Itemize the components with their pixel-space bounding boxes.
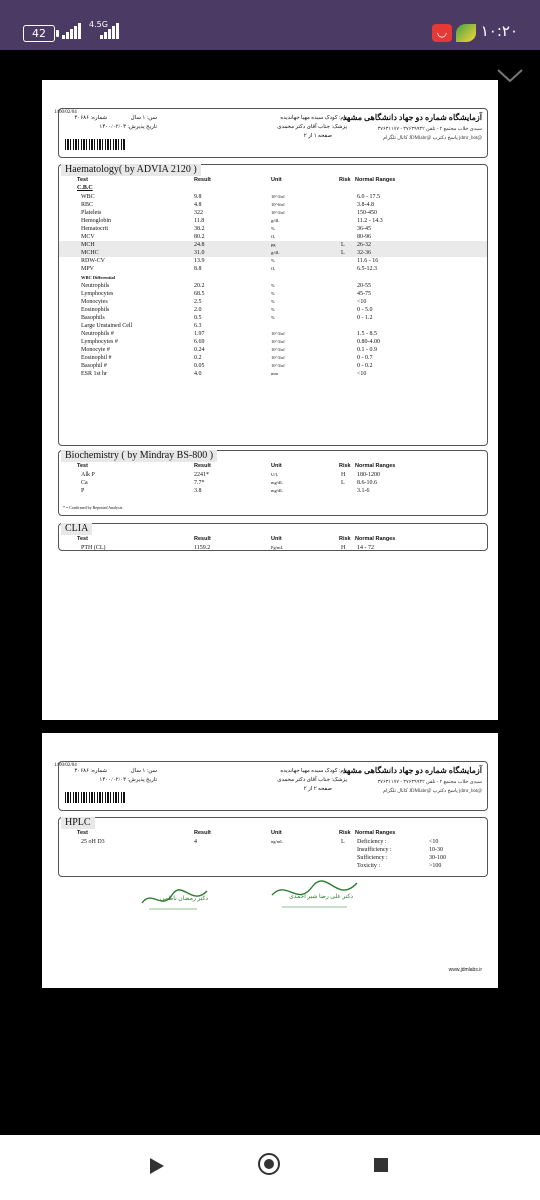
test-unit: U/L [271,472,279,477]
test-normal-range: 0 - 0.2 [357,363,373,369]
test-normal-range: 3.8-4.8 [357,202,374,208]
test-name: MCV [81,234,95,240]
test-name: 25 oH D3 [81,839,105,845]
col-normal: Normal Ranges [355,536,396,542]
test-result: 6.69 [194,339,205,345]
test-normal-range: 26-32 [357,242,371,248]
test-normal-range: 14 - 72 [357,545,374,551]
signal-icon [100,23,119,39]
network-type: 4.5G [89,20,108,29]
range-label: Toxicity : [357,863,381,869]
test-result: 4 [194,839,197,845]
chevron-down-icon[interactable] [496,66,524,86]
col-unit: Unit [271,536,282,542]
clia-section [58,523,488,551]
report-date: 1400/02/04 [54,110,77,115]
test-result: 24.8 [194,242,205,248]
test-normal-range: 11.2 - 14.3 [357,218,383,224]
section-title: Biochemistry ( by Mindray BS-800 ) [61,450,217,462]
barcode [65,139,125,150]
test-result: 13.9 [194,258,205,264]
biochemistry-section [58,450,488,516]
test-normal-range: 0 - 0.7 [357,355,373,361]
test-normal-range: <10 [357,299,367,305]
test-risk: L [341,242,345,248]
table-row [59,544,487,552]
record-number: شماره: ۳۰۶۸۶ [74,115,107,121]
col-result: Result [194,463,211,469]
page-number: صفحه ۲ از ۲ [303,786,332,792]
status-bar [0,0,540,50]
test-unit: % [271,307,275,312]
lab-name: آزمایشگاه شماره دو جهاد دانشگاهی مشهد [342,766,482,775]
test-name: Platelets [81,210,102,216]
test-unit: 10^3/ul [271,347,285,352]
test-result: 7.7* [194,480,205,486]
doctor-name: پزشک: جناب آقای دکتر محمدی [277,777,347,783]
col-risk: Risk [339,177,351,183]
test-unit: pg [271,242,276,247]
col-test: Test [77,177,88,183]
test-normal-range: 45-75 [357,291,371,297]
test-unit: g/dL [271,250,280,255]
age: سن: ۱ سال [130,768,157,774]
test-unit: fL [271,266,276,271]
lab-social: @jdmr_bot پاسخ دکترپ @JDMlabr کانال تلگرام [382,136,482,141]
test-unit: % [271,291,275,296]
test-name: RDW-CV [81,258,105,264]
test-name: RBC [81,202,94,208]
test-normal-range: 3.1-6 [357,488,370,494]
lab-address: سیدی خلاب مجتمع ۲ - تلفن ۳۷۶۳۹۹۳۲ - ۳۷۶۳۱۱۷۷ [377,780,482,785]
test-normal-range: 6.0 - 17.5 [357,194,380,200]
haematology-section [58,164,488,446]
admit-date: تاریخ پذیرش: ۱۴۰۰/۰۲/۰۳ [99,124,157,130]
test-name: Monocyte # [81,347,110,353]
test-normal-range: 0 - 1.2 [357,315,373,321]
test-risk: H [341,545,346,551]
test-name: ESR 1st hr [81,371,108,377]
test-risk: L [341,250,345,256]
table-row [59,471,487,479]
table-row [59,193,487,201]
test-result: 38.2 [194,226,205,232]
test-normal-range: 11.6 - 16 [357,258,379,264]
record-number: شماره: ۳۰۶۸۶ [74,768,107,774]
test-name: Lymphocytes [81,291,114,297]
test-name: PTH (CL) [81,545,106,551]
hplc-section [58,817,488,877]
test-normal-range: 180-1200 [357,472,380,478]
test-name: Lymphocytes # [81,339,118,345]
page-number: صفحه ۱ از ۲ [303,133,332,139]
test-result: 0.2 [194,355,202,361]
test-result: 80.2 [194,234,205,240]
test-result: 11.8 [194,218,205,224]
test-name: Neutrophils [81,283,110,289]
table-row [59,282,487,290]
home-icon[interactable] [258,1153,280,1175]
cbc-label: C.B.C [77,185,93,191]
test-result: 2.5 [194,299,202,305]
test-name: Ca [81,480,88,486]
section-title: CLIA [61,523,92,535]
table-row [59,338,487,346]
table-row [59,322,487,330]
test-result: 31.0 [194,250,205,256]
range-label: Insufficiency : [357,847,392,853]
test-result: 0.24 [194,347,205,353]
col-test: Test [77,463,88,469]
test-name: Eosinophils [81,307,110,313]
range-value: <10 [429,839,439,845]
table-row [59,217,487,225]
doctor-name: پزشک: جناب آقای دکتر محمدی [277,124,347,130]
test-name: MCHC [81,250,99,256]
test-name: Large Unstained Cell [81,323,133,329]
test-unit: 10^6/ul [271,202,285,207]
range-row [59,862,487,870]
range-label: Deficiency : [357,839,387,845]
battery-icon: 42 [23,25,55,42]
range-value: 10-30 [429,847,443,853]
range-row [59,846,487,854]
admit-date: تاریخ پذیرش: ۱۴۰۰/۰۲/۰۳ [99,777,157,783]
test-result: 6.3 [194,323,202,329]
test-name: Basophil # [81,363,107,369]
test-unit: 10^3/ul [271,210,285,215]
col-result: Result [194,536,211,542]
test-risk: L [341,839,345,845]
test-unit: % [271,226,275,231]
test-unit: 10^3/ul [271,363,285,368]
lab-address: سیدی خلاب مجتمع ۲ - تلفن ۳۷۶۳۹۹۳۲ - ۳۷۶۳۱۱۷۷ [377,127,482,132]
test-result: 4.8 [194,202,202,208]
navigation-bar [0,1135,540,1200]
signature-right-name: دکتر علی رضا شیر احمدی [289,894,353,900]
test-normal-range: 20-55 [357,283,371,289]
test-unit: mg/dL [271,480,283,485]
leaf-app-icon [456,24,476,42]
table-row [59,233,487,241]
col-result: Result [194,177,211,183]
wbc-diff-label: WBC Differential [81,275,116,280]
table-row [59,370,487,378]
range-label: Sufficiency : [357,855,388,861]
table-row [59,201,487,209]
test-result: 1.97 [194,331,205,337]
patient-name: نام: کودک سیده مهیا جهاندیده [280,115,347,121]
test-unit: % [271,315,275,320]
test-normal-range: 6.5-12.3 [357,266,377,272]
test-unit: fL [271,234,276,239]
report-header [58,108,488,158]
test-result: 2.0 [194,307,202,313]
test-name: Eosinophil # [81,355,112,361]
test-name: WBC [81,194,95,200]
test-normal-range: 8.6-10.6 [357,480,377,486]
table-row [59,249,487,257]
col-risk: Risk [339,463,351,469]
recent-apps-icon[interactable] [374,1158,388,1172]
test-name: Basophils [81,315,105,321]
table-row [59,314,487,322]
col-normal: Normal Ranges [355,177,396,183]
report-page-1 [42,80,498,720]
shopping-app-icon: ◡ [432,24,452,42]
col-test: Test [77,830,88,836]
table-row [59,265,487,273]
signal-icon [62,23,81,39]
table-row [59,290,487,298]
test-risk: H [341,472,346,478]
test-risk: L [341,480,345,486]
test-unit: % [271,283,275,288]
table-row [59,209,487,217]
table-row [59,346,487,354]
table-row [59,257,487,265]
test-normal-range: 32-36 [357,250,371,256]
table-row [59,298,487,306]
range-row [59,854,487,862]
range-row [59,838,487,846]
col-unit: Unit [271,830,282,836]
test-name: Hematocrit [81,226,108,232]
test-normal-range: 150-450 [357,210,377,216]
test-unit: % [271,299,275,304]
table-row [59,487,487,495]
report-page-2 [42,733,498,988]
col-unit: Unit [271,177,282,183]
test-normal-range: <10 [357,371,367,377]
age: سن: ۱ سال [130,115,157,121]
test-result: 0.5 [194,315,202,321]
col-result: Result [194,830,211,836]
test-result: 3.8 [194,488,202,494]
test-unit: 10^3/ul [271,339,285,344]
test-normal-range: 1.5 - 8.5 [357,331,377,337]
test-unit: mm [271,371,279,376]
section-title: Haematology( by ADVIA 2120 ) [61,164,201,176]
test-result: 1159.2 [194,545,211,551]
test-result: 322 [194,210,203,216]
test-result: 4.0 [194,371,202,377]
col-normal: Normal Ranges [355,830,396,836]
table-row [59,479,487,487]
test-normal-range: 0 - 5.0 [357,307,373,313]
lab-name: آزمایشگاه شماره دو جهاد دانشگاهی مشهد [342,113,482,122]
lab-social: @jdmr_bot پاسخ دکترپ @JDMlabr کانال تلگرام [382,789,482,794]
test-normal-range: 0.80-4.00 [357,339,380,345]
test-unit: 10^3/ul [271,194,285,199]
section-title: HPLC [61,817,95,829]
test-name: Alk P [81,472,95,478]
table-row [59,241,487,249]
test-result: 2241* [194,472,209,478]
test-normal-range: 80-96 [357,234,371,240]
table-row [59,225,487,233]
col-normal: Normal Ranges [355,463,396,469]
patient-name: نام: کودک سیده مهیا جهاندیده [280,768,347,774]
test-unit: mg/dL [271,488,283,493]
clock: ۱۰:۲۰ [480,22,518,40]
test-result: 20.2 [194,283,205,289]
col-unit: Unit [271,463,282,469]
test-result: 68.5 [194,291,205,297]
report-header [58,761,488,811]
website: www.jdmlabs.ir [448,967,482,973]
test-result: 0.05 [194,363,205,369]
test-name: Monocytes [81,299,108,305]
test-unit: 10^3/ul [271,355,285,360]
table-row [59,330,487,338]
test-result: 8.8 [194,266,202,272]
test-name: MPV [81,266,95,272]
footnote: * = Confirmed by Repeated Analysis [63,505,123,510]
back-icon[interactable] [150,1158,164,1174]
range-value: 30-100 [429,855,446,861]
table-row [59,362,487,370]
signature-left-name: دکتر رمضان ناظمی [160,896,208,902]
test-name: Neutrophils # [81,331,114,337]
test-name: P [81,488,85,494]
range-value: >100 [429,863,442,869]
table-row [59,354,487,362]
test-normal-range: 0.1 - 0.9 [357,347,377,353]
test-unit: ng/mL [271,839,283,844]
barcode [65,792,125,803]
test-unit: 10^3/ul [271,331,285,336]
test-normal-range: 36-45 [357,226,371,232]
test-result: 9.8 [194,194,202,200]
test-unit: Pg/mL [271,545,284,550]
table-row [59,306,487,314]
col-test: Test [77,536,88,542]
test-name: Hemoglobin [81,218,111,224]
report-date: 1400/02/04 [54,763,77,768]
test-unit: g/dL [271,218,280,223]
test-name: MCH [81,242,95,248]
test-unit: % [271,258,275,263]
col-risk: Risk [339,536,351,542]
col-risk: Risk [339,830,351,836]
